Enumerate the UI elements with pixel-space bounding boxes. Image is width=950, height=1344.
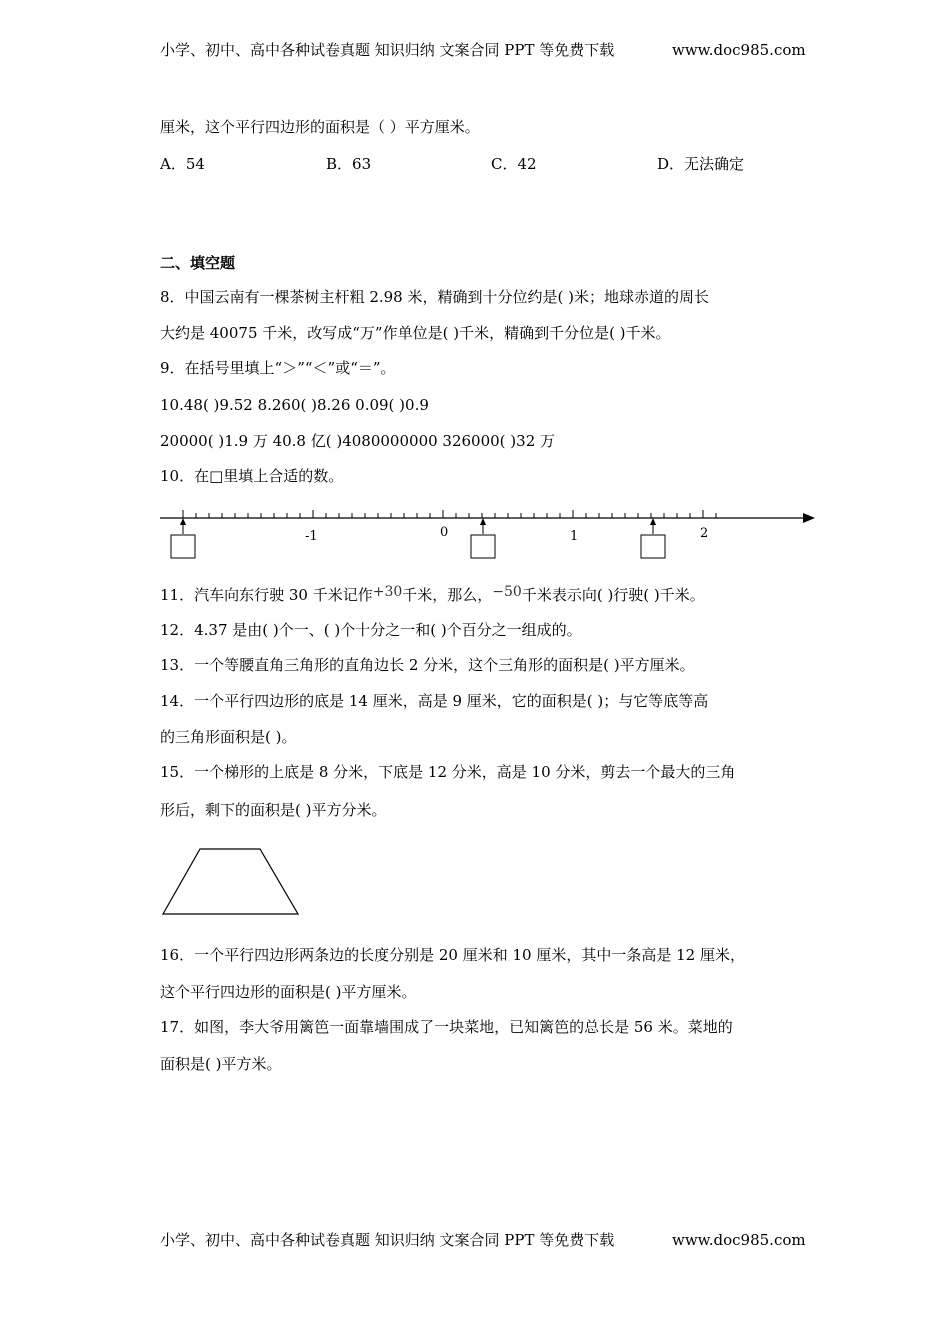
q13: 13．一个等腰直角三角形的直角边长 2 分米，这个三角形的面积是( )平方厘米。 — [160, 656, 695, 674]
section-title-fill-blank: 二、填空题 — [160, 254, 236, 272]
q7-option-b: B．63 — [326, 155, 372, 173]
number-line-ticks — [183, 510, 716, 518]
q12: 12．4.37 是由( )个一、( )个十分之一和( )个百分之一组成的。 — [160, 621, 582, 639]
header-text: 小学、初中、高中各种试卷真题 知识归纳 文案合同 PPT 等免费下载 — [160, 41, 615, 59]
q17-line1: 17．如图，李大爷用篱笆一面靠墙围成了一块菜地，已知篱笆的总长是 56 米。菜地的 — [160, 1018, 733, 1036]
q11-part1: 11．汽车向东行驶 30 千米记作 — [160, 586, 373, 604]
blank-box-3[interactable] — [641, 518, 665, 558]
page-footer — [160, 1230, 806, 1250]
q7-option-c: C．42 — [491, 155, 537, 173]
q7-option-a: A．54 — [160, 155, 205, 173]
label-1: 1 — [570, 529, 579, 544]
q11-part2: 千米，那么， — [402, 586, 493, 604]
number-line-figure — [155, 500, 820, 565]
q17-line2: 面积是( )平方米。 — [160, 1055, 282, 1073]
footer-site-link[interactable]: www.doc985.com — [672, 1231, 806, 1249]
blank-box-1[interactable] — [171, 518, 195, 558]
q15-line1: 15．一个梯形的上底是 8 分米，下底是 12 分米，高是 10 分米，剪去一个最大的三角 — [160, 763, 736, 781]
q16-line1: 16．一个平行四边形两条边的长度分别是 20 厘米和 10 厘米，其中一条高是 12 厘米， — [160, 946, 745, 964]
label-2: 2 — [700, 526, 709, 541]
q15-line2: 形后，剩下的面积是( )平方分米。 — [160, 801, 387, 819]
q14-line2: 的三角形面积是( )。 — [160, 728, 297, 746]
footer-text: 小学、初中、高中各种试卷真题 知识归纳 文案合同 PPT 等免费下载 — [160, 1231, 615, 1249]
q11 — [160, 585, 705, 606]
label-0: 0 — [440, 525, 449, 540]
blank-box-2[interactable] — [471, 518, 495, 558]
q9-row2: 20000( )1.9 万 40.8 亿( )4080000000 326000( )32 万 — [160, 432, 556, 450]
label-minus-1: -1 — [305, 529, 318, 544]
trapezoid-shape — [163, 849, 298, 914]
trapezoid-figure — [160, 845, 305, 920]
q11-value-minus50: −50 — [492, 584, 522, 600]
q16-line2: 这个平行四边形的面积是( )平方厘米。 — [160, 983, 417, 1001]
q9-stem: 9．在括号里填上“＞”“＜”或“＝”。 — [160, 359, 396, 377]
header-site-link[interactable]: www.doc985.com — [672, 41, 806, 59]
q11-part3: 千米表示向( )行驶( )千米。 — [521, 586, 705, 604]
page-header — [160, 40, 806, 60]
q8-line1: 8．中国云南有一棵茶树主杆粗 2.98 米，精确到十分位约是( )米；地球赤道的周长 — [160, 288, 709, 306]
q14-line1: 14．一个平行四边形的底是 14 厘米，高是 9 厘米，它的面积是( )；与它等底等高 — [160, 692, 709, 710]
q9-row1: 10.48( )9.52 8.260( )8.26 0.09( )0.9 — [160, 396, 429, 414]
q10-stem: 10．在□里填上合适的数。 — [160, 467, 344, 485]
q11-value-plus30: +30 — [372, 584, 403, 600]
q7-continuation: 厘米，这个平行四边形的面积是（ ）平方厘米。 — [160, 118, 480, 136]
number-line-arrow — [803, 513, 815, 523]
q7-option-d: D．无法确定 — [657, 155, 745, 173]
q8-line2: 大约是 40075 千米，改写成“万”作单位是( )千米，精确到千分位是( )千米。 — [160, 324, 671, 342]
